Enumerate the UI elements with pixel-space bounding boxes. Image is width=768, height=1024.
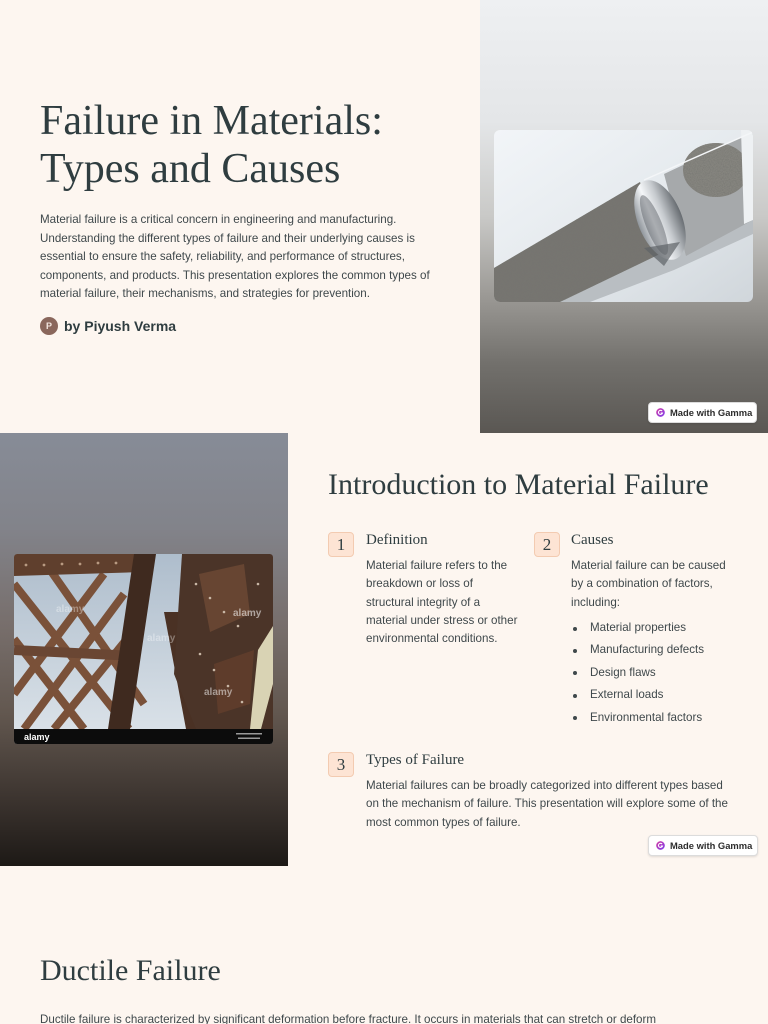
definition-heading: Definition	[366, 532, 428, 548]
item-number-badge: 3	[328, 752, 354, 777]
bullet-dot	[573, 627, 577, 631]
author-row	[40, 315, 176, 337]
alamy-logo: alamy	[24, 732, 50, 742]
photo-caption-line	[236, 733, 262, 735]
fractured-metal-bar-photo	[494, 130, 753, 302]
causes-list	[571, 619, 731, 731]
photo-watermark: alamy	[204, 687, 233, 698]
introduction-title: Introduction to Material Failure	[328, 468, 709, 501]
causes-heading: Causes	[571, 532, 614, 548]
ductile-failure-title: Ductile Failure	[40, 954, 221, 987]
list-item	[571, 686, 731, 708]
item-number-badge: 1	[328, 532, 354, 557]
photo-watermark: alamy	[233, 608, 262, 619]
list-item-label: Design flaws	[590, 665, 656, 679]
list-item-label: Material properties	[590, 621, 687, 634]
list-item	[571, 619, 731, 641]
bullet-dot	[573, 716, 577, 720]
photo-watermark: alamy	[56, 604, 85, 615]
bullet-dot	[573, 694, 577, 698]
rusty-steel-truss-photo	[14, 554, 273, 744]
made-with-gamma-badge[interactable]	[648, 402, 757, 423]
rusty-steel-truss-image	[14, 554, 273, 744]
author-byline: by Piyush Verma	[64, 318, 177, 334]
photo-caption-line	[238, 738, 260, 740]
list-item-label: Manufacturing defects	[590, 643, 705, 657]
badge-label: Made with Gamma	[670, 407, 753, 418]
list-item	[571, 664, 731, 686]
causes-body: Material failure can be caused by a combination of factors, including:	[571, 559, 726, 609]
cover-title: Failure in Materials: Types and Causes	[40, 98, 383, 192]
bullet-dot	[573, 649, 577, 653]
photo-watermark: alamy	[147, 633, 176, 644]
types-of-failure-body: Material failures can be broadly categorized into different types based on the mechanism of failure. This presentation will explore some of the most common types of failure.	[366, 779, 728, 829]
types-of-failure-heading: Types of Failure	[366, 752, 465, 768]
list-item-label: Environmental factors	[590, 710, 703, 724]
ductile-failure-body: Ductile failure is characterized by significant deformation before fracture. It occurs in materials that can stretch or deform	[40, 1013, 657, 1024]
gamma-logo-icon	[656, 408, 665, 417]
list-item-label: External loads	[590, 688, 664, 702]
definition-body: Material failure refers to the breakdown or loss of structural integrity of a material under stress or other environmental conditions.	[366, 559, 518, 646]
list-item	[571, 641, 731, 663]
list-item	[571, 709, 731, 731]
item-number-badge: 2	[534, 532, 560, 557]
author-avatar: P	[40, 317, 58, 335]
badge-label: Made with Gamma	[670, 840, 753, 851]
fractured-metal-bar-image	[494, 130, 753, 302]
gamma-logo-icon	[656, 841, 665, 850]
made-with-gamma-badge[interactable]	[648, 835, 758, 856]
cover-description: Material failure is a critical concern in engineering and manufacturing. Understanding the different types of failure and their underlying causes is essential to ensure the safety, reliability, and performance of structures, components, and products. This presentation explores the common types of material failure, their mechanisms, and strategies for prevention.	[40, 213, 430, 300]
bullet-dot	[573, 671, 577, 675]
